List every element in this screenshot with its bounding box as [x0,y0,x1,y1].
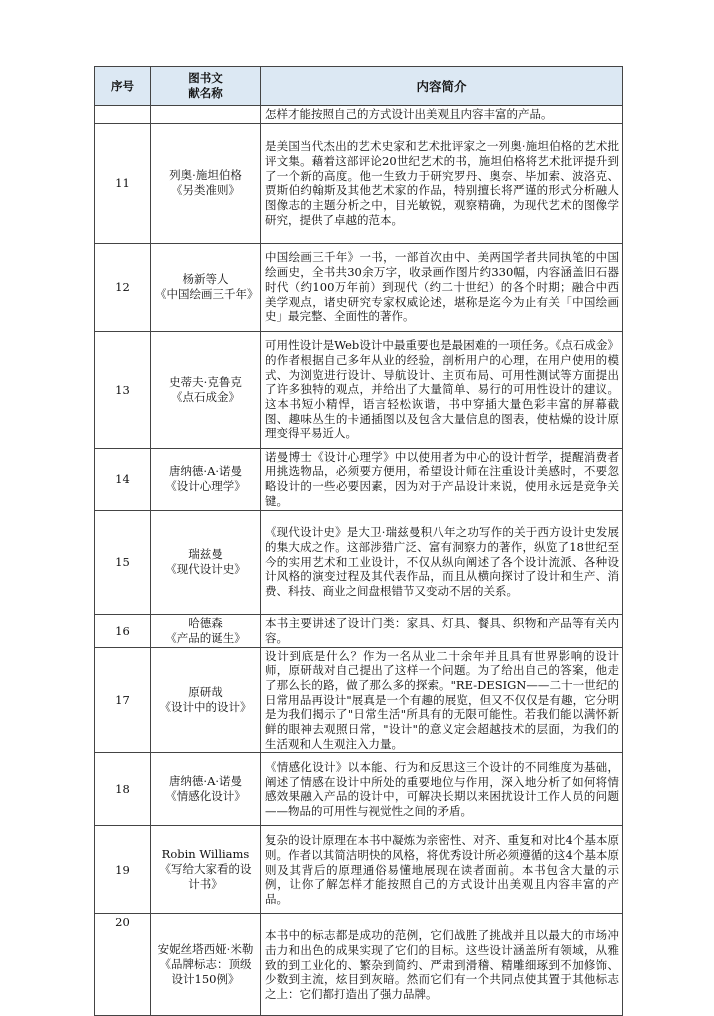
description: 可用性设计是Web设计中最重要也是最困难的一项任务。《点石成金》的作者根据自己多年从业的经验，剖析用户的心理，在用户使用的模式、为浏览进行设计、导航设计、主页布局、可用性测试等方面提出了许多独特的观点，并给出了大量简单、易行的可用性设计的建议。这本书短小精悍，语言轻松诙谐，书中穿插大量色彩丰富的屏幕截图、趣味丛生的卡通插图以及包含大量信息的图表，使枯燥的设计原理变得平易近人。 [261,331,623,448]
table-row [95,331,623,448]
book-title: 《情感化设计》 [165,789,246,804]
author-name: 安妮丝塔西娅·米勒 [157,942,254,957]
table-row [95,753,623,826]
author-name: 杨新等人 [182,272,229,287]
book-title: 《中国绘画三千年》 [155,287,259,302]
continuation-title [151,106,261,124]
book-cell [151,753,261,826]
row-number: 19 [95,826,151,914]
description: 是美国当代杰出的艺术史家和艺术批评家之一列奥·施坦伯格的艺术批评文集。藉着这部评论20世纪艺术的书，施坦伯格将艺术批评提升到了一个新的高度。他一生致力于研究罗丹、奥奈、毕加索、波洛克、贾斯伯约翰斯及其他艺术家的作品，特别擅长将严谨的形式分析融人图像志的主题分析之中，目光敏锐，观察精确，为现代艺术的图像学研究，提供了卓越的范本。 [261,123,623,243]
description: 《现代设计史》是大卫·瑞兹曼积八年之功写作的关于西方设计史发展的集大成之作。这部涉猎广泛、富有洞察力的著作，纵览了18世纪至今的实用艺术和工业设计，不仅从纵向阐述了各个设计流派、各种设计风格的演变过程及其代表作品，而且从横向探讨了设计和生产、消费、科技、商业之间盘根错节又变动不居的关系。 [261,510,623,614]
table-row [95,614,623,647]
author-name: 瑞兹曼 [188,547,223,562]
table-row [95,448,623,510]
author-name: Robin Williams [161,847,250,862]
book-title: 《品牌标志：顶级设计150例》 [159,957,252,987]
book-title: 《设计中的设计》 [159,699,252,714]
header-title-text: 图书文献名称 [188,71,223,100]
continuation-row [95,106,623,124]
book-cell [151,331,261,448]
author-name: 唐纳德·A·诺曼 [168,464,243,479]
author-name: 史蒂夫·克鲁克 [169,374,242,389]
row-number: 13 [95,331,151,448]
book-table [94,66,623,1016]
book-title: 《现代设计史》 [165,562,246,577]
header-row [95,67,623,106]
author-name: 唐纳德·A·诺曼 [168,774,243,789]
author-name: 列奥·施坦伯格 [169,168,242,183]
book-cell [151,914,261,1016]
book-cell [151,510,261,614]
table-row [95,510,623,614]
table-row [95,647,623,753]
book-title: 《产品的诞生》 [165,630,246,645]
table-row [95,826,623,914]
row-number: 14 [95,448,151,510]
book-cell [151,826,261,914]
row-number: 15 [95,510,151,614]
header-content: 内容简介 [261,67,623,106]
row-number: 11 [95,123,151,243]
book-cell [151,647,261,753]
book-title: 《设计心理学》 [165,479,246,494]
description: 本书主要讲述了设计门类：家具、灯具、餐具、织物和产品等有关内容。 [261,614,623,647]
description: 《情感化设计》以本能、行为和反思这三个设计的不同维度为基础，阐述了情感在设计中所处的重要地位与作用，深入地分析了如何将情感效果融入产品的设计中，可解决长期以来困扰设计工作人员的问题——物品的可用性与视觉性之间的矛盾。 [261,753,623,826]
row-number: 17 [95,647,151,753]
description: 复杂的设计原理在本书中凝炼为亲密性、对齐、重复和对比4个基本原则。作者以其简洁明快的风格，将优秀设计所必须遵循的这4个基本原则及其背后的原理通俗易懂地展现在读者面前。本书包含大量的示例，让你了解怎样才能按照自己的方式设计出美观且内容丰富的产品。 [261,826,623,914]
description: 诺曼博士《设计心理学》中以使用者为中心的设计哲学，提醒消费者用挑选物品，必须要方便用，希望设计师在注重设计美感时，不要忽略设计的一些必要因素，因为对于产品设计来说，使用永远是竞争关键。 [261,448,623,510]
book-cell [151,448,261,510]
header-no: 序号 [95,67,151,106]
continuation-content: 怎样才能按照自己的方式设计出美观且内容丰富的产品。 [261,106,623,124]
row-number: 16 [95,614,151,647]
book-title: 《另类准则》 [171,183,240,198]
book-cell [151,614,261,647]
description: 中国绘画三千年》一书，一部首次由中、美两国学者共同执笔的中国绘画史，全书共30余万字，收录画作图片约330幅，内容涵盖旧石器时代（约100万年前）到现代（约二十世纪）的各个时期；融合中西美学观点，诸史研究专家权威论述，堪称是迄今为止有关「中国绘画史」最完整、全面性的著作。 [261,243,623,331]
author-name: 原研哉 [188,684,223,699]
header-title [151,67,261,106]
book-title: 《点石成金》 [171,389,240,404]
description: 设计到底是什么？作为一名从业二十余年并且具有世界影响的设计师，原研哉对自己提出了这样一个问题。为了给出自己的答案，他走了那么长的路，做了那么多的探索。"RE-DESIGN——二十一世纪的日常用品再设计"展真是一个有趣的展览，但又不仅仅是有趣，它分明是为我们揭示了"日常生活"所具有的无限可能性。若我们能以满怀新鲜的眼神去观照日常，"设计"的意义定会超越技术的层面，为我们的生活观和人生观注入力量。 [261,647,623,753]
row-number: 20 [95,914,151,1016]
table-row [95,123,623,243]
book-title: 《写给大家看的设计书》 [159,862,252,892]
row-number: 12 [95,243,151,331]
table-row [95,914,623,1016]
book-cell [151,123,261,243]
table-row [95,243,623,331]
row-number: 18 [95,753,151,826]
author-name: 哈德森 [188,615,223,630]
book-cell [151,243,261,331]
continuation-no [95,106,151,124]
description: 本书中的标志都是成功的范例，它们战胜了挑战并且以最大的市场冲击力和出色的成果实现了它们的目标。这些设计涵盖所有领域，从雅致的到工业化的、繁杂到简约、严肃到滑稽、精雕细琢到不加修饰、少数到主流，炫目到灰暗。然而它们有一个共同点使其置于其他标志之上：它们都打造出了强力品牌。 [261,914,623,1016]
